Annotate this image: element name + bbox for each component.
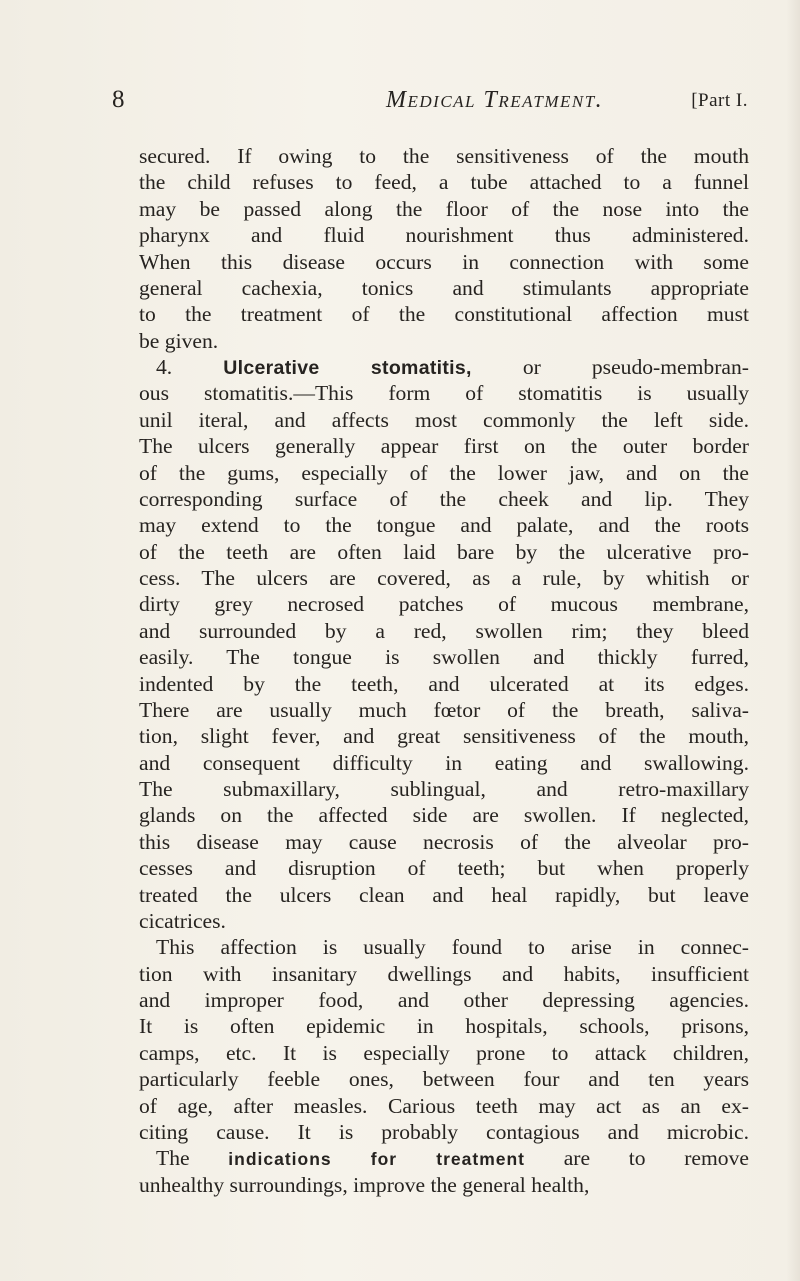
- text-line: There are usually much fœtor of the breath, saliva-: [139, 697, 749, 722]
- text-line: The submaxillary, sublingual, and retro-maxillary: [139, 777, 749, 801]
- indications-heading: indications for treatment: [228, 1149, 526, 1170]
- text-line: It is often epidemic in hospitals, schools, prisons,: [139, 1014, 749, 1039]
- text-line: may extend to the tongue and palate, and the roots: [139, 513, 749, 538]
- text-line: cicatrices.: [139, 908, 226, 933]
- section-heading-line: [139, 354, 749, 380]
- text-line: to the treatment of the constitutional affection must: [139, 302, 749, 327]
- text-line: general cachexia, tonics and stimulants appropriate: [139, 275, 749, 300]
- text-line: and surrounded by a red, swollen rim; they bleed: [139, 618, 749, 643]
- text-line: indented by the teeth, and ulcerated at its edges.: [139, 671, 749, 696]
- text-line: of the gums, especially of the lower jaw, and on the: [139, 460, 749, 485]
- text-line: tion with insanitary dwellings and habits, insufficient: [139, 961, 749, 986]
- text-fragment: are to remove: [563, 1146, 749, 1171]
- page-number: 8: [112, 86, 125, 113]
- text-line: particularly feeble ones, between four and ten years: [139, 1067, 749, 1092]
- text-line: corresponding surface of the cheek and lip. They: [139, 486, 749, 511]
- text-line: glands on the affected side are swollen. If neglected,: [139, 803, 749, 828]
- page-edge-shadow: [786, 0, 800, 1281]
- text-line: this disease may cause necrosis of the alveolar pro-: [139, 829, 749, 854]
- text-line: ous stomatitis.—This form of stomatitis is usually: [139, 381, 749, 406]
- text-line: easily. The tongue is swollen and thickly furred,: [139, 645, 749, 670]
- text-line: unil iteral, and affects most commonly the left side.: [139, 407, 749, 432]
- text-line: cess. The ulcers are covered, as a rule, by whitish or: [139, 566, 749, 590]
- text-line: pharynx and fluid nourishment thus administered.: [139, 223, 749, 248]
- text-line: may be passed along the floor of the nose into the: [139, 196, 749, 221]
- text-line: the child refuses to feed, a tube attached to a funnel: [139, 170, 749, 195]
- page-header: [112, 86, 748, 120]
- text-line: dirty grey necrosed patches of mucous membrane,: [139, 592, 749, 617]
- text-line: unhealthy surroundings, improve the general health,: [139, 1172, 590, 1197]
- text-line: of the teeth are often laid bare by the ulcerative pro-: [139, 539, 749, 564]
- text-line: When this disease occurs in connection with some: [139, 249, 749, 274]
- text-line: The ulcers generally appear first on the outer border: [139, 434, 749, 459]
- indications-line: [139, 1145, 749, 1171]
- text-line: of age, after measles. Carious teeth may act as an ex-: [139, 1093, 749, 1118]
- text-line: cesses and disruption of teeth; but when properly: [139, 856, 749, 881]
- text-line: treated the ulcers clean and heal rapidly, but leave: [139, 882, 749, 907]
- part-label: [Part I.: [691, 90, 748, 111]
- text-line: tion, slight fever, and great sensitiveness of the mouth,: [139, 724, 749, 749]
- text-line: and consequent difficulty in eating and swallowing.: [139, 750, 749, 775]
- text-line: camps, etc. It is especially prone to attack children,: [139, 1040, 749, 1065]
- text-fragment: The: [156, 1146, 190, 1171]
- section-heading: Ulcerative stomatitis,: [223, 357, 472, 379]
- section-number: 4.: [156, 355, 173, 379]
- text-line: and improper food, and other depressing agencies.: [139, 988, 749, 1012]
- text-line: be given.: [139, 328, 219, 353]
- text-line: This affection is usually found to arise in connec-: [156, 935, 749, 960]
- text-line: secured. If owing to the sensitiveness of the mouth: [139, 144, 749, 168]
- text-fragment: or pseudo-membran-: [522, 355, 749, 379]
- running-title: Medical Treatment.: [386, 87, 604, 113]
- body-text: [139, 143, 749, 1198]
- text-line: citing cause. It is probably contagious and microbic.: [139, 1119, 749, 1144]
